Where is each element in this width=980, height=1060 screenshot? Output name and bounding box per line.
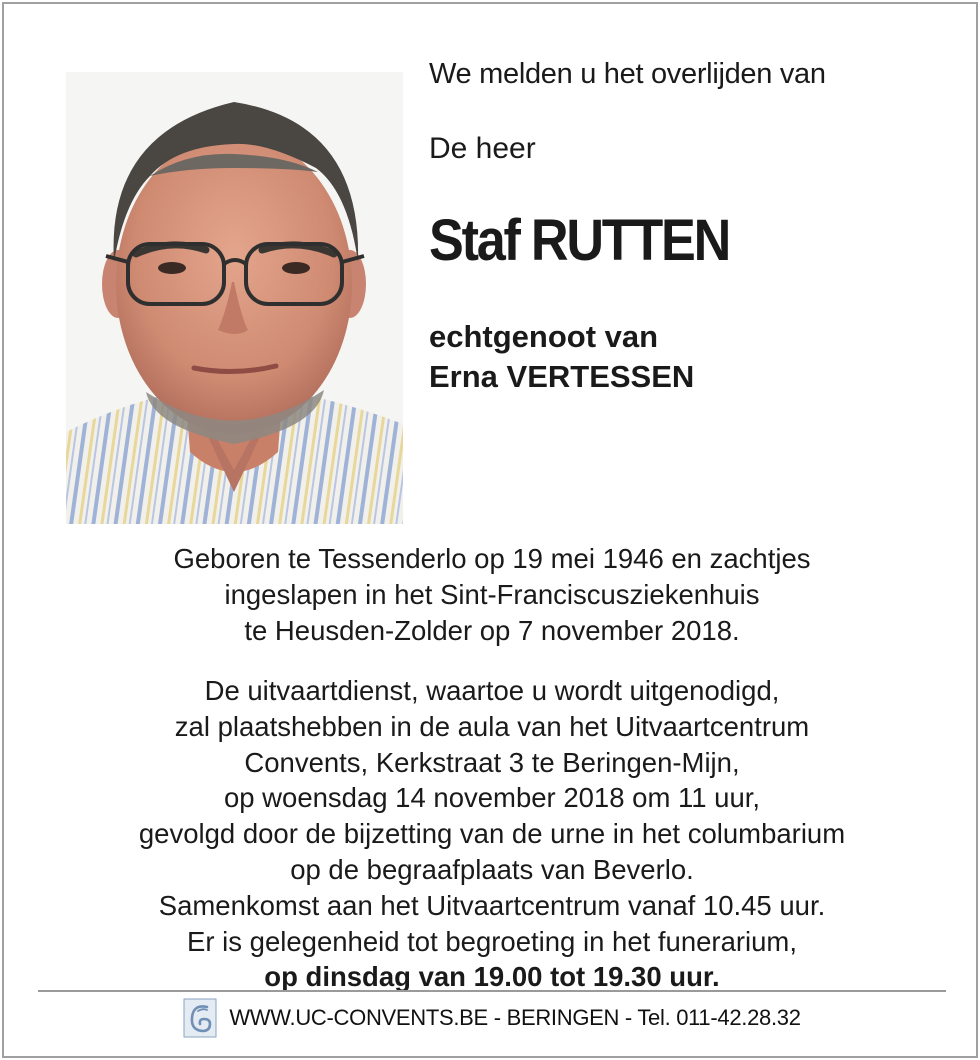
birth-line: Geboren te Tessenderlo op 19 mei 1946 en zachtjes (173, 543, 811, 574)
service-line: De uitvaartdienst, waartoe u wordt uitgenodigd, (204, 675, 780, 706)
service-line: op de begraafplaats van Beverlo. (290, 853, 694, 885)
spouse-info (429, 317, 694, 397)
service-line: Er is gelegenheid tot begroeting in het funerarium, (187, 925, 797, 957)
obituary-card (2, 2, 978, 1058)
funeral-service-details (4, 673, 980, 995)
birth-line: te Heusden-Zolder op 7 november 2018. (244, 614, 740, 646)
service-line: op woensdag 14 november 2018 om 11 uur, (223, 782, 761, 814)
contact-info: WWW.UC-CONVENTS.BE - BERINGEN - Tel. 011-42.28.32 (229, 1005, 801, 1030)
visitation-time: op dinsdag van 19.00 tot 19.30 uur. (264, 961, 720, 993)
birth-line: ingeslapen in het Sint-Franciscusziekenhuis (224, 578, 760, 610)
announcement-intro: We melden u het overlijden van (429, 58, 826, 90)
service-line: Convents, Kerkstraat 3 te Beringen-Mijn, (244, 746, 740, 778)
service-line: Samenkomst aan het Uitvaartcentrum vanaf 10.45 uur. (158, 889, 826, 921)
spouse-label: echtgenoot van (429, 319, 659, 354)
birth-death-details (4, 541, 980, 648)
deceased-name: Staf RUTTEN (429, 208, 730, 273)
portrait-photo (66, 72, 403, 524)
honorific: De heer (429, 132, 536, 165)
footer-divider (38, 990, 946, 992)
spouse-name: Erna VERTESSEN (429, 359, 695, 394)
service-line: gevolgd door de bijzetting van de urne in het columbarium (138, 818, 846, 850)
funeral-home-logo-icon (183, 998, 217, 1038)
service-line: zal plaatshebben in de aula van het Uitvaartcentrum (174, 710, 810, 742)
portrait-illustration (66, 72, 403, 524)
footer (4, 998, 980, 1038)
